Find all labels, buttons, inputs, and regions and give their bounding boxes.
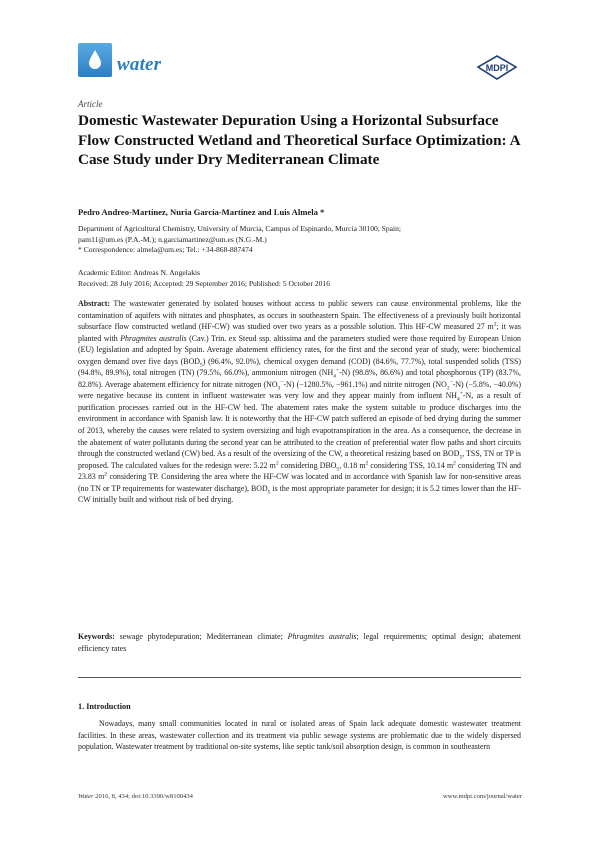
section-divider — [78, 677, 521, 678]
mdpi-logo-icon — [476, 55, 518, 86]
keywords-label: Keywords: — [78, 632, 115, 641]
journal-name: water — [117, 54, 162, 75]
publisher-name: MDPI — [485, 63, 509, 73]
correspondence: * Correspondence: almela@um.es; Tel.: +34-868-887474 — [78, 245, 253, 255]
article-type: Article — [78, 99, 103, 109]
affiliation-line-1: Department of Agricultural Chemistry, University of Murcia, Campus of Espinardo, Murcia 30100, Spain; — [78, 224, 402, 233]
academic-editor: Academic Editor: Andreas N. Angelakis — [78, 268, 201, 277]
abstract: Abstract: The wastewater generated by isolated houses without access to public sewers can cause environmental problems, like the contamination of aquifers with nitrates and phosphates, as occurs in southeastern Spain. The effectiveness of a previously built horizontal subsurface flow constructed wetland (HF-CW) was studied over two years as a possible solution. This HF-CW measured 27 $m^2$; it was planted with Phragmites australis (Cav.) Trin. ex Steud ssp. altissima and the parameters studied were those required by European Union (EU) legislation and adopted by Spain. Average abatement efficiency rates, for the first and the second year of study, were: biochemical oxygen demand over five days $(BOD_5)$ (96.4%, 92.0%), chemical oxygen demand (COD) (84.6%, 77.7%), total suspended solids (TSS) (94.8%, 89.9%), total nitrogen (TN) (79.5%, 66.0%), ammonium nitrogen $(NH_4^+-N)$ (98.8%, 86.6%) and total phosphorous (TP) (83.7%, 82.8%). Average abatement efficiency for nitrate nitrogen $(NO_3^--N)$ (−1280.5%, −961.1%) and nitrite nitrogen $(NO_2^--N)$ (−5.8%, −40.0%) were negative because its content in influent wastewater was very low and they appear mainly from influent $NH_4^+-N$, as a result of purification processes carried out in the HF-CW bed. The abatement rates make the system suitable to produce discharges into the environment in accordance with Spanish law. It is noteworthy that the HF-CW patch suffered an episode of bed drying during the summer of 2013, whereby the causes were related to system oversizing and high evapotranspiration in the area. As a consequence, the decrease in the abatement of water pollutants during the second year can be attributed to the creation of preferential water flow paths and short circuits through the constructed wetland (CW) bed. As a result of the oversizing of the CW, a theoretical resizing based on $BOD_5$, TSS, TN or TP is proposed. The calculated values for the redesign were: 5.22 $m^2$ considering $DBO_5$, 0.18 $m^2$ considering TSS, 10.14 $m^2$ considering TN and 23.83 $m^2$ considering TP. Considering the area where the HF-CW was located and in accordance with Spanish law for non-sensitive areas (no TN or TP requirements for wastewater discharge), $BOD_5$ is the most appropriate parameter for design; it is 5.2 times lower than the HF-CW initially built and without risk of bed drying. — [78, 299, 522, 505]
introduction-text: Nowadays, many small communities located in rural or isolated areas of Spain lack adequate domestic wastewater treatment facilities. In these areas, wastewater collection and its treatment via public sewage systems are problematic due to the widely dispersed population. Wastewater treatment by traditional on-site systems, like septic tank/soil absorption design, is common in southeastern — [78, 719, 521, 751]
journal-url[interactable]: www.mdpi.com/journal/water — [442, 793, 522, 800]
abstract-label: Abstract: — [78, 299, 110, 308]
journal-logo-icon — [78, 43, 112, 77]
authors: Pedro Andreo-Martínez, Nuria García-Martínez and Luis Almela * — [78, 207, 325, 217]
page-title: Domestic Wastewater Depuration Using a Horizontal Subsurface Flow Constructed Wetland and Theoretical Surface Optimization: A Case Study under Dry Mediterranean Climate — [78, 112, 520, 169]
footer-journal: Water — [78, 793, 94, 800]
publication-dates: Received: 28 July 2016; Accepted: 29 September 2016; Published: 5 October 2016 — [78, 278, 331, 288]
footer-citation: 2016, 8, 434; doi:10.3390/w8100434 — [95, 793, 193, 800]
publication-info — [78, 268, 523, 289]
citation-footer — [78, 793, 193, 800]
affiliation-emails: pam11@um.es (P.A.-M.); n.garciamartinez@um.es (N.G.-M.) — [78, 234, 267, 244]
section-heading: 1. Introduction — [78, 702, 131, 711]
affiliation — [78, 224, 523, 256]
keywords: Keywords: sewage phytodepuration; Mediterranean climate; Phragmites australis; legal requirements; optimal design; abatement efficiency rates — [78, 632, 521, 653]
